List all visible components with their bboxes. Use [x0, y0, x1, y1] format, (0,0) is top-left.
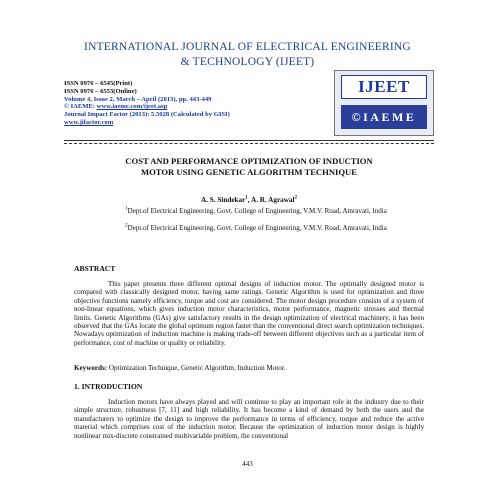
- issn-online: ISSN 0976 – 6553(Online): [64, 87, 137, 95]
- author-1-sup: 1: [245, 195, 248, 201]
- affiliation-1-sup: 1: [125, 206, 128, 212]
- abstract-heading: ABSTRACT: [74, 264, 116, 273]
- keywords-label: Keywords:: [74, 364, 108, 372]
- affiliation-2-text: Dept.of Electrical Engineering, Govt. College of Engineering, V.M.V. Road, Amravati, India: [127, 224, 387, 232]
- keywords: [74, 364, 424, 372]
- journal-title-line1: INTERNATIONAL JOURNAL OF ELECTRICAL ENGINEERING: [84, 41, 411, 53]
- jifactor-link[interactable]: www.jifactor.com: [64, 118, 114, 126]
- journal-title-line2: & TECHNOLOGY (IJEET): [180, 56, 315, 68]
- introduction-text: Induction motors have always played and will continue to play an important role in the industry due to their simple structure, robustness [7, 11] and high reliability. It has become a kind of demand by both the users and the manufacturers to optimize the design to improve the performance in terms of efficiency, torque and reduce the active material which comprises cost of the induction motor. Because the optimization of induction motor design is highly nonlinear mix-discrete constrained multivariable problem, the conventional: [74, 398, 424, 440]
- journal-meta: [64, 80, 334, 127]
- impact-factor: Journal Impact Factor (2013): 5.5028 (Calculated by GISI): [64, 111, 230, 119]
- author-separator: ,: [247, 196, 251, 204]
- volume-info: Volume 4, Issue 2, March – April (2013), pp. 443-449: [64, 95, 212, 103]
- header-rule-dashed: [64, 143, 434, 144]
- author-2-sup: 2: [294, 195, 298, 201]
- publisher-line: [64, 103, 334, 111]
- affiliation-2-sup: 2: [125, 223, 128, 229]
- author-1: A. S. Sindekar: [200, 196, 246, 204]
- logo-ijeet-text: IJEET: [341, 75, 427, 99]
- paper-title-line1: COST AND PERFORMANCE OPTIMIZATION OF INDUCTION: [125, 156, 373, 166]
- introduction-heading: 1. INTRODUCTION: [74, 382, 143, 391]
- author-2: A. R. Agrawal: [251, 196, 295, 204]
- page-number: 443: [242, 460, 253, 468]
- authors: [64, 196, 434, 204]
- publisher-link[interactable]: www.iaeme.com/ijeet.asp: [96, 103, 168, 111]
- paper-title-line2: MOTOR USING GENETIC ALGORITHM TECHNIQUE: [141, 167, 357, 177]
- affiliation-1-text: Dept.of Electrical Engineering, Govt. College of Engineering, V.M.V. Road, Amravati, India: [127, 207, 387, 215]
- ijeet-logo: [334, 70, 434, 136]
- affiliation-2: [86, 224, 426, 233]
- issn-print: ISSN 0976 – 6545(Print): [64, 80, 133, 87]
- journal-title: [0, 40, 495, 70]
- keywords-text: Optimization Technique, Genetic Algorithm, Induction Motor.: [107, 364, 286, 372]
- publisher-label: © IAEME:: [64, 103, 97, 111]
- logo-iaeme-text: ©IAEME: [341, 105, 427, 129]
- header-rule: [64, 140, 434, 141]
- paper-title: [64, 156, 434, 178]
- affiliation-1: [86, 207, 426, 216]
- abstract-text: This paper presents three different optimal designs of induction motor. The optimally designed motor is compared with classically designed motor, having same ratings. Genetic Algorithm is used for optimization and three objective functions namely efficiency, torque and cost are considered. The motor design procedure consists of a system of non-linear equations, which gives induction motor characteristics, motor performance, magnetic stresses and thermal limits. Genetic Algorithms (GAs) give satisfactory results in the design optimization of electrical machinery, it has been observed that the GAs locate the global optimum region faster than the conventional direct search optimization techniques. Nowadays optimization of induction machine is making trade-off between different objectives such as a particular item of performance, cost of machine or quality or reliability.: [74, 280, 424, 347]
